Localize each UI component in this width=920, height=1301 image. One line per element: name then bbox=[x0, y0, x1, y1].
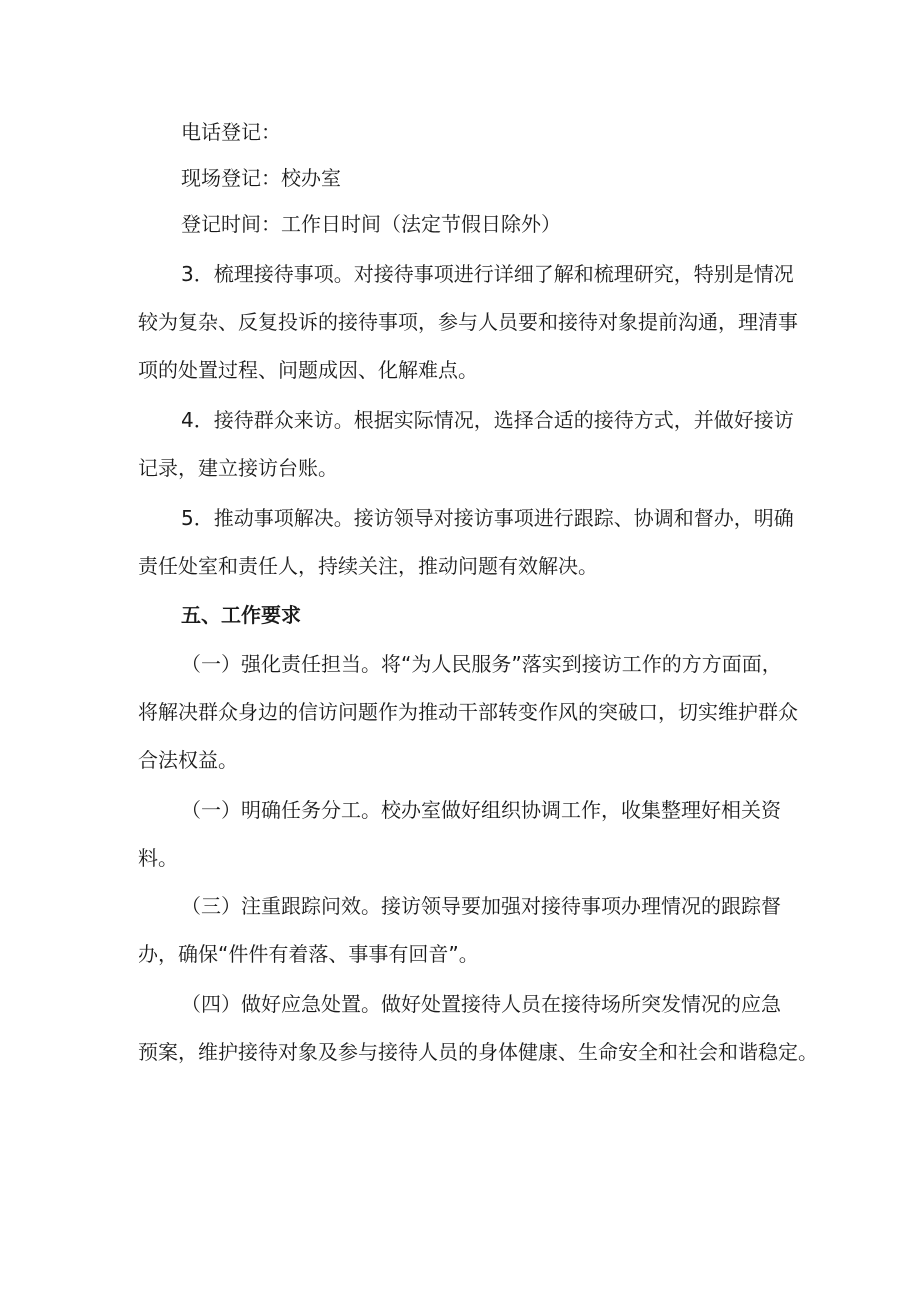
section-heading-work-requirements: 五、工作要求 bbox=[181, 603, 301, 627]
requirement-4-line-2: 预案，维护接待对象及参与接待人员的身体健康、生命安全和社会和谐稳定。 bbox=[138, 1040, 818, 1064]
step-3-line-3: 项的处置过程、问题成因、化解难点。 bbox=[138, 358, 478, 382]
step-5-line-1: 5．推动事项解决。接访领导对接访事项进行跟踪、协调和督办，明确 bbox=[181, 506, 794, 530]
requirement-1-line-3: 合法权益。 bbox=[138, 748, 238, 772]
registration-phone: 电话登记： bbox=[181, 120, 281, 144]
requirement-3-line-2: 办，确保“件件有着落、事事有回音”。 bbox=[138, 942, 479, 966]
requirement-2-line-1: （一）明确任务分工。校办室做好组织协调工作，收集整理好相关资 bbox=[181, 798, 781, 822]
requirement-1-line-2: 将解决群众身边的信访问题作为推动干部转变作风的突破口，切实维护群众 bbox=[138, 700, 798, 724]
step-3-line-2: 较为复杂、反复投诉的接待事项，参与人员要和接待对象提前沟通，理清事 bbox=[138, 310, 798, 334]
requirement-2-line-2: 料。 bbox=[138, 846, 178, 870]
step-4-line-1: 4．接待群众来访。根据实际情况，选择合适的接待方式，并做好接访 bbox=[181, 408, 794, 432]
requirement-4-line-1: （四）做好应急处置。做好处置接待人员在接待场所突发情况的应急 bbox=[181, 992, 781, 1016]
step-3-line-1: 3．梳理接待事项。对接待事项进行详细了解和梳理研究，特别是情况 bbox=[181, 262, 794, 286]
requirement-3-line-1: （三）注重跟踪问效。接访领导要加强对接待事项办理情况的跟踪督 bbox=[181, 894, 781, 918]
registration-onsite: 现场登记：校办室 bbox=[181, 166, 341, 190]
step-4-line-2: 记录，建立接访台账。 bbox=[138, 456, 338, 480]
requirement-1-line-1: （一）强化责任担当。将“为人民服务”落实到接访工作的方方面面， bbox=[181, 652, 782, 676]
step-5-line-2: 责任处室和责任人，持续关注，推动问题有效解决。 bbox=[138, 554, 598, 578]
registration-time: 登记时间：工作日时间（法定节假日除外） bbox=[181, 212, 561, 236]
